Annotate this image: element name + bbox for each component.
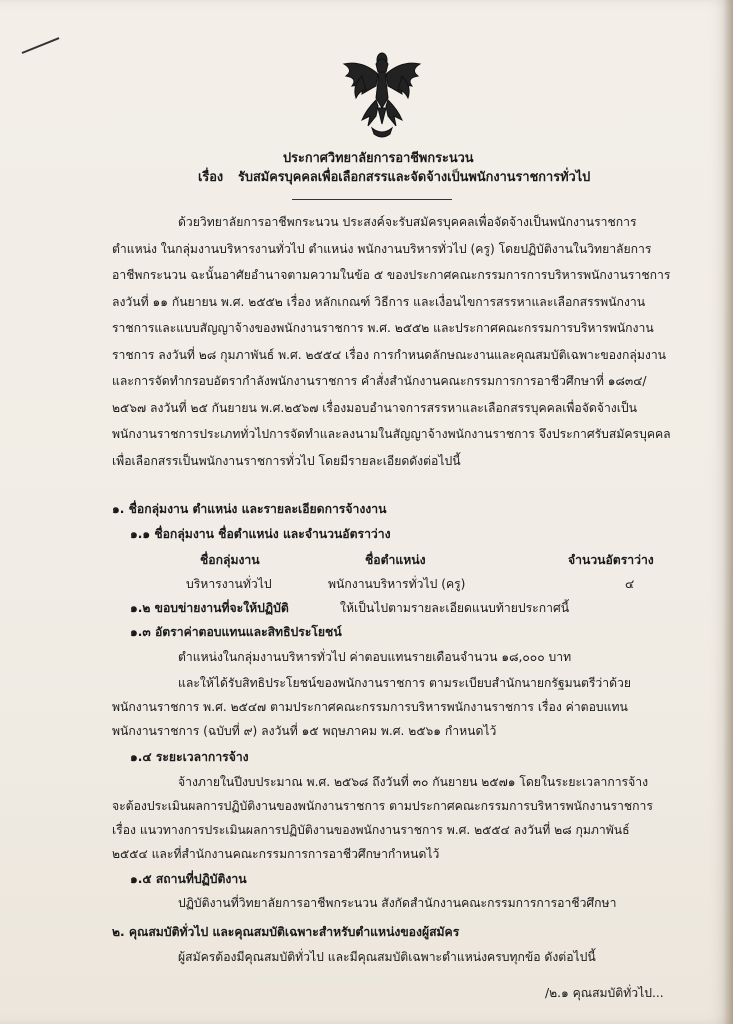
continuation-note: /๒.๑ คุณสมบัติทั่วไป... (545, 986, 664, 1000)
table-header-group: ชื่อกลุ่มงาน (200, 553, 260, 567)
pen-mark (22, 37, 60, 54)
section-1-3-line: พนักงานราชการ พ.ศ. ๒๕๔๗ ตามประกาศคณะกรรมการบริหารพนักงานราชการ เรื่อง ค่าตอบแทน (112, 700, 628, 714)
section-1-3-heading: ๑.๓ อัตราค่าตอบแทนและสิทธิประโยชน์ (130, 625, 342, 639)
table-cell-vacancies: ๔ (625, 577, 635, 591)
section-1-2-text: ให้เป็นไปตามรายละเอียดแนบท้ายประกาศนี้ (340, 601, 570, 615)
intro-line: ด้วยวิทยาลัยการอาชีพกระนวน ประสงค์จะรับสมัครบุคคลเพื่อจัดจ้างเป็นพนักงานราชการ (178, 215, 637, 229)
intro-line: และการจัดทำกรอบอัตรากำลังพนักงานราชการ คำสั่งสำนักงานคณะกรรมการการอาชีวศึกษาที่ ๑๘๓๔/ (112, 374, 647, 388)
intro-line: ลงวันที่ ๑๑ กันยายน พ.ศ. ๒๕๕๒ เรื่อง หลักเกณฑ์ วิธีการ และเงื่อนไขการสรรหาและเลือกสรรพนักงาน (112, 295, 646, 309)
garuda-emblem-icon (332, 50, 432, 142)
page-edge-shadow (723, 0, 733, 1024)
table-header-vacancies: จำนวนอัตราว่าง (568, 553, 654, 567)
section-1-heading: ๑. ชื่อกลุ่มงาน ตำแหน่ง และรายละเอียดการจ้างงาน (112, 502, 387, 516)
section-2-text: ผู้สมัครต้องมีคุณสมบัติทั่วไป และมีคุณสมบัติเฉพาะตำแหน่งครบทุกข้อ ดังต่อไปนี้ (178, 950, 596, 964)
section-2-heading: ๒. คุณสมบัติทั่วไป และคุณสมบัติเฉพาะสำหรับตำแหน่งของผู้สมัคร (112, 925, 460, 939)
section-1-4-line: จ้างภายในปีงบประมาณ พ.ศ. ๒๕๖๘ ถึงวันที่ ๓๐ กันยายน ๒๕๗๑ โดยในระยะเวลาการจ้าง (178, 775, 649, 789)
intro-line: อาชีพกระนวน ฉะนั้นอาศัยอำนาจตามความในข้อ ๕ ของประกาศคณะกรรมการการบริหารพนักงานราชการ (112, 268, 671, 282)
section-1-3-line: และให้ได้รับสิทธิประโยชน์ของพนักงานราชการ ตามระเบียบสำนักนายกรัฐมนตรีว่าด้วย (178, 676, 632, 690)
subject-text: รับสมัครบุคคลเพื่อเลือกสรรและจัดจ้างเป็นพนักงานราชการทั่วไป (238, 170, 591, 185)
section-1-4-line: เรื่อง แนวทางการประเมินผลการปฏิบัติงานของพนักงานราชการ พ.ศ. ๒๕๕๔ ลงวันที่ ๒๘ กุมภาพันธ์ (112, 823, 630, 837)
subject-label: เรื่อง (198, 170, 224, 185)
intro-line: ราชการและแบบสัญญาจ้างของพนักงานราชการ พ.ศ. ๒๕๕๒ และประกาศคณะกรรมการบริหารพนักงาน (112, 321, 654, 335)
section-1-2-heading: ๑.๒ ขอบข่ายงานที่จะให้ปฏิบัติ (130, 601, 289, 615)
table-cell-position: พนักงานบริหารทั่วไป (ครู) (328, 577, 466, 591)
header-divider (292, 199, 452, 200)
intro-line: พนักงานราชการประเภททั่วไปการจัดทำและลงนามในสัญญาจ้างพนักงานราชการ จึงประกาศรับสมัครบุคคล (112, 427, 671, 441)
section-1-1-heading: ๑.๑ ชื่อกลุ่มงาน ชื่อตำแหน่ง และจำนวนอัตราว่าง (130, 527, 391, 541)
intro-line: ๒๕๖๗ ลงวันที่ ๒๕ กันยายน พ.ศ.๒๕๖๗ เรื่องมอบอำนาจการสรรหาและเลือกสรรบุคคลเพื่อจัดจ้างเป็น (112, 401, 637, 415)
section-1-3-line: ตำแหน่งในกลุ่มงานบริหารทั่วไป ค่าตอบแทนรายเดือนจำนวน ๑๘,๐๐๐ บาท (178, 650, 572, 664)
section-1-5-heading: ๑.๕ สถานที่ปฏิบัติงาน (130, 872, 247, 886)
section-1-4-line: ๒๕๕๔ และที่สำนักงานคณะกรรมการการอาชีวศึกษากำหนดไว้ (112, 847, 440, 861)
section-1-4-heading: ๑.๔ ระยะเวลาการจ้าง (130, 750, 249, 764)
intro-line: เพื่อเลือกสรรเป็นพนักงานราชการทั่วไป โดยมีรายละเอียดดังต่อไปนี้ (112, 454, 461, 468)
table-cell-group: บริหารงานทั่วไป (186, 577, 272, 591)
section-1-4-line: จะต้องประเมินผลการปฏิบัติงานของพนักงานราชการ ตามประกาศคณะกรรมการบริหารพนักงานราชการ (112, 799, 653, 813)
intro-line: ตำแหน่ง ในกลุ่มงานบริหารงานทั่วไป ตำแหน่ง พนักงานบริหารทั่วไป (ครู) โดยปฏิบัติงานในวิทยาลัยการ (112, 242, 652, 256)
intro-line: ราชการ ลงวันที่ ๒๘ กุมภาพันธ์ พ.ศ. ๒๕๕๔ เรื่อง การกำหนดลักษณะงานและคุณสมบัติเฉพาะของกลุ่มงาน (112, 348, 666, 362)
section-1-3-line: พนักงานราชการ (ฉบับที่ ๙) ลงวันที่ ๑๕ พฤษภาคม พ.ศ. ๒๕๖๑ กำหนดไว้ (112, 724, 497, 738)
announcement-title: ประกาศวิทยาลัยการอาชีพกระนวน (283, 151, 474, 166)
section-1-5-text: ปฏิบัติงานที่วิทยาลัยการอาชีพกระนวน สังกัดสำนักงานคณะกรรมการการอาชีวศึกษา (178, 896, 617, 910)
table-header-position: ชื่อตำแหน่ง (365, 553, 426, 567)
